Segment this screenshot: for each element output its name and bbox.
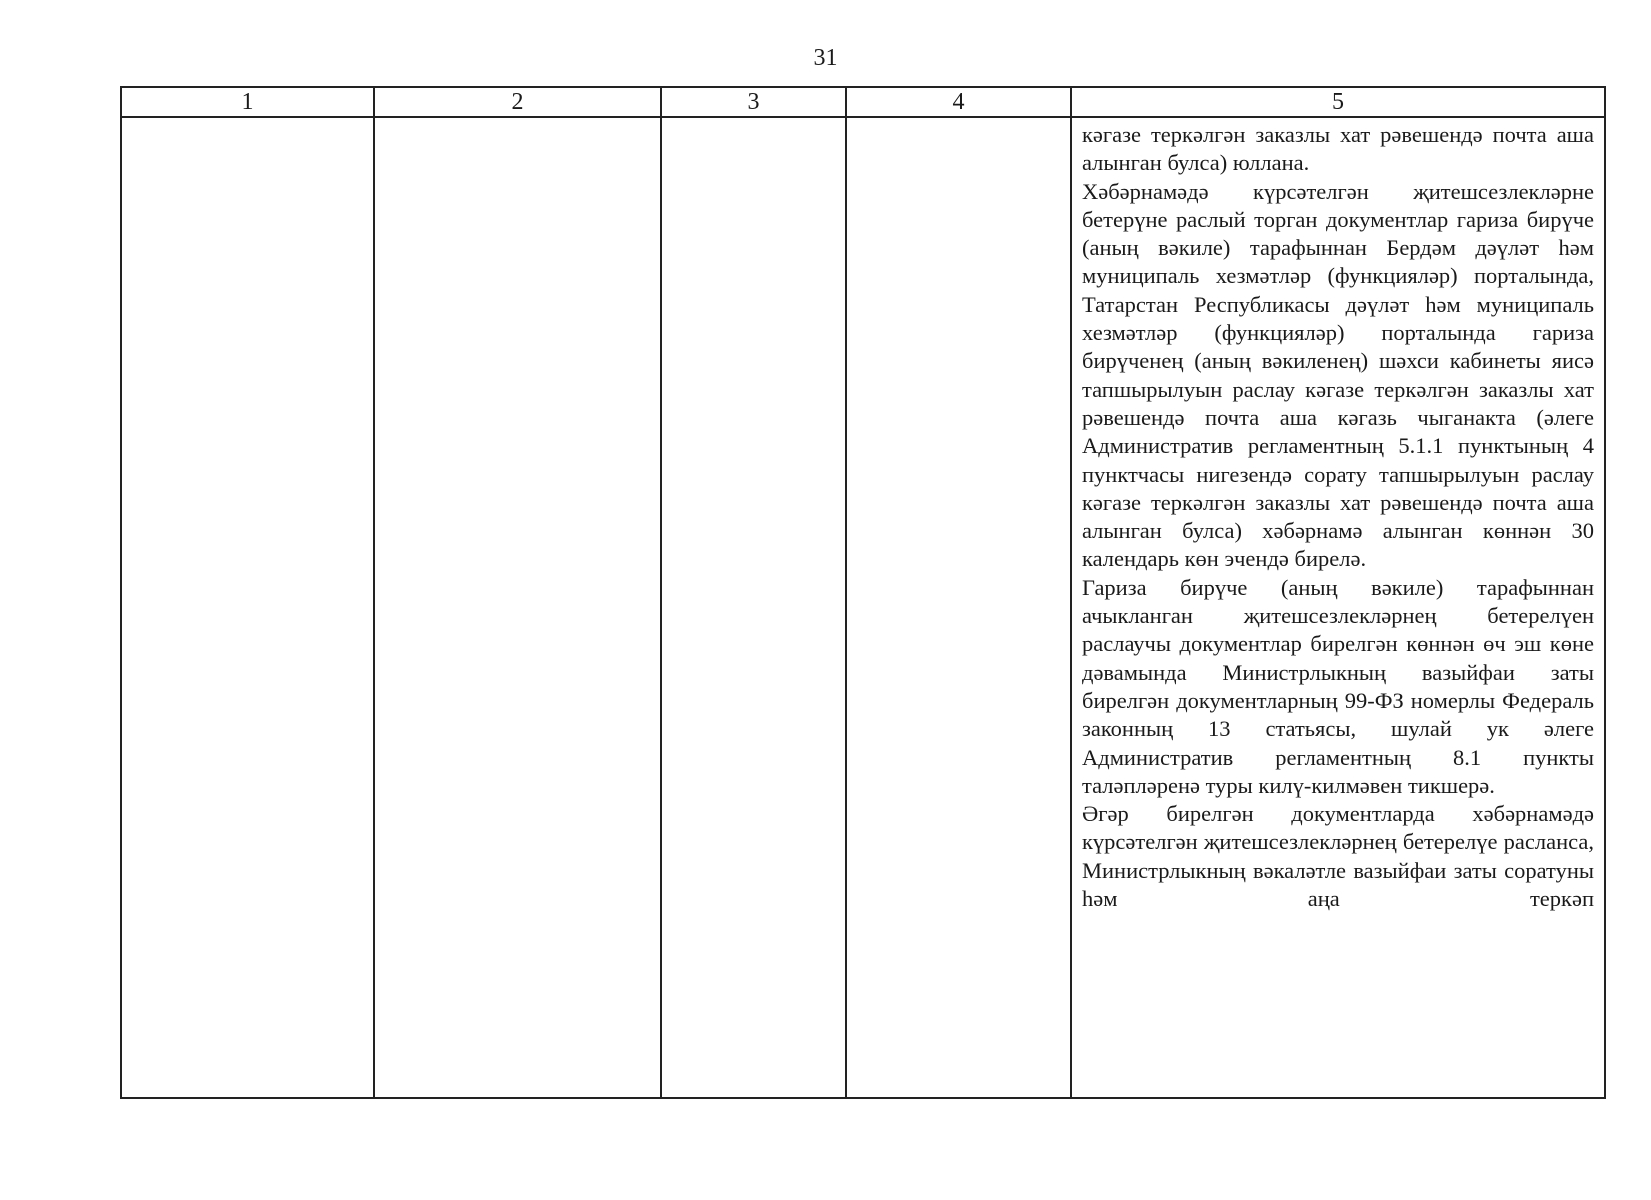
cell-col-3 bbox=[661, 117, 846, 1098]
column-header-3: 3 bbox=[661, 87, 846, 117]
paragraph-4: Әгәр бирелгән документларда хәбәрнамәдә күрсәтелгән җитешсезлекләрнең бетерелүе расланса, Министрлыкның вәкаләтле вазыйфаи заты соратуны һәм аңа теркәп bbox=[1082, 801, 1594, 912]
cell-col-5 bbox=[1071, 117, 1605, 1098]
cell-col-2 bbox=[374, 117, 661, 1098]
page-number: 31 bbox=[813, 45, 838, 71]
cell-col-4 bbox=[846, 117, 1071, 1098]
column-header-2: 2 bbox=[374, 87, 661, 117]
column-header-5: 5 bbox=[1071, 87, 1605, 117]
cell-col-1 bbox=[121, 117, 374, 1098]
paragraph-1: кәгазе теркәлгән заказлы хат рәвешендә почта аша алынган булса) юллана. bbox=[1082, 122, 1594, 176]
column-header-1: 1 bbox=[121, 87, 374, 117]
column-header-4: 4 bbox=[846, 87, 1071, 117]
paragraph-3: Гариза бирүче (аның вәкиле) тарафыннан ачыкланган җитешсезлекләрнең бетерелүен раслаучы документлар бирелгән көннән өч эш көне дәвамында Министрлыкның вазыйфаи заты бирелгән документларның 99-ФЗ номерлы Федераль законның 13 статьясы, шулай ук әлеге Административ регламентның 8.1 пункты таләпләренә туры килү-килмәвен тикшерә. bbox=[1082, 574, 1594, 798]
table-header-row bbox=[121, 87, 1605, 117]
paragraph-2: Хәбәрнамәдә күрсәтелгән җитешсезлекләрне бетерүне раслый торган документлар гариза бирүче (аның вәкиле) тарафыннан Бердәм дәүләт һәм муниципаль хезмәтләр (функцияләр) порталында, Татарстан Республикасы дәүләт һәм муниципаль хезмәтләр (функцияләр) порталында гариза бирүченең (аның вәкиленең) шәхси кабинеты яисә тапшырылуын раслау кәгазе теркәлгән заказлы хат рәвешендә почта аша кәгазь чыганакта (әлеге Административ регламентның 5.1.1 пунктының 4 пунктчасы нигезендә сорату тапшырылуын раслау кәгазе теркәлгән заказлы хат рәвешендә почта аша алынган булса) хәбәрнамә алынган көннән 30 календарь көн эчендә бирелә. bbox=[1082, 178, 1594, 572]
document-table bbox=[120, 86, 1606, 1099]
table-row bbox=[121, 117, 1605, 1098]
